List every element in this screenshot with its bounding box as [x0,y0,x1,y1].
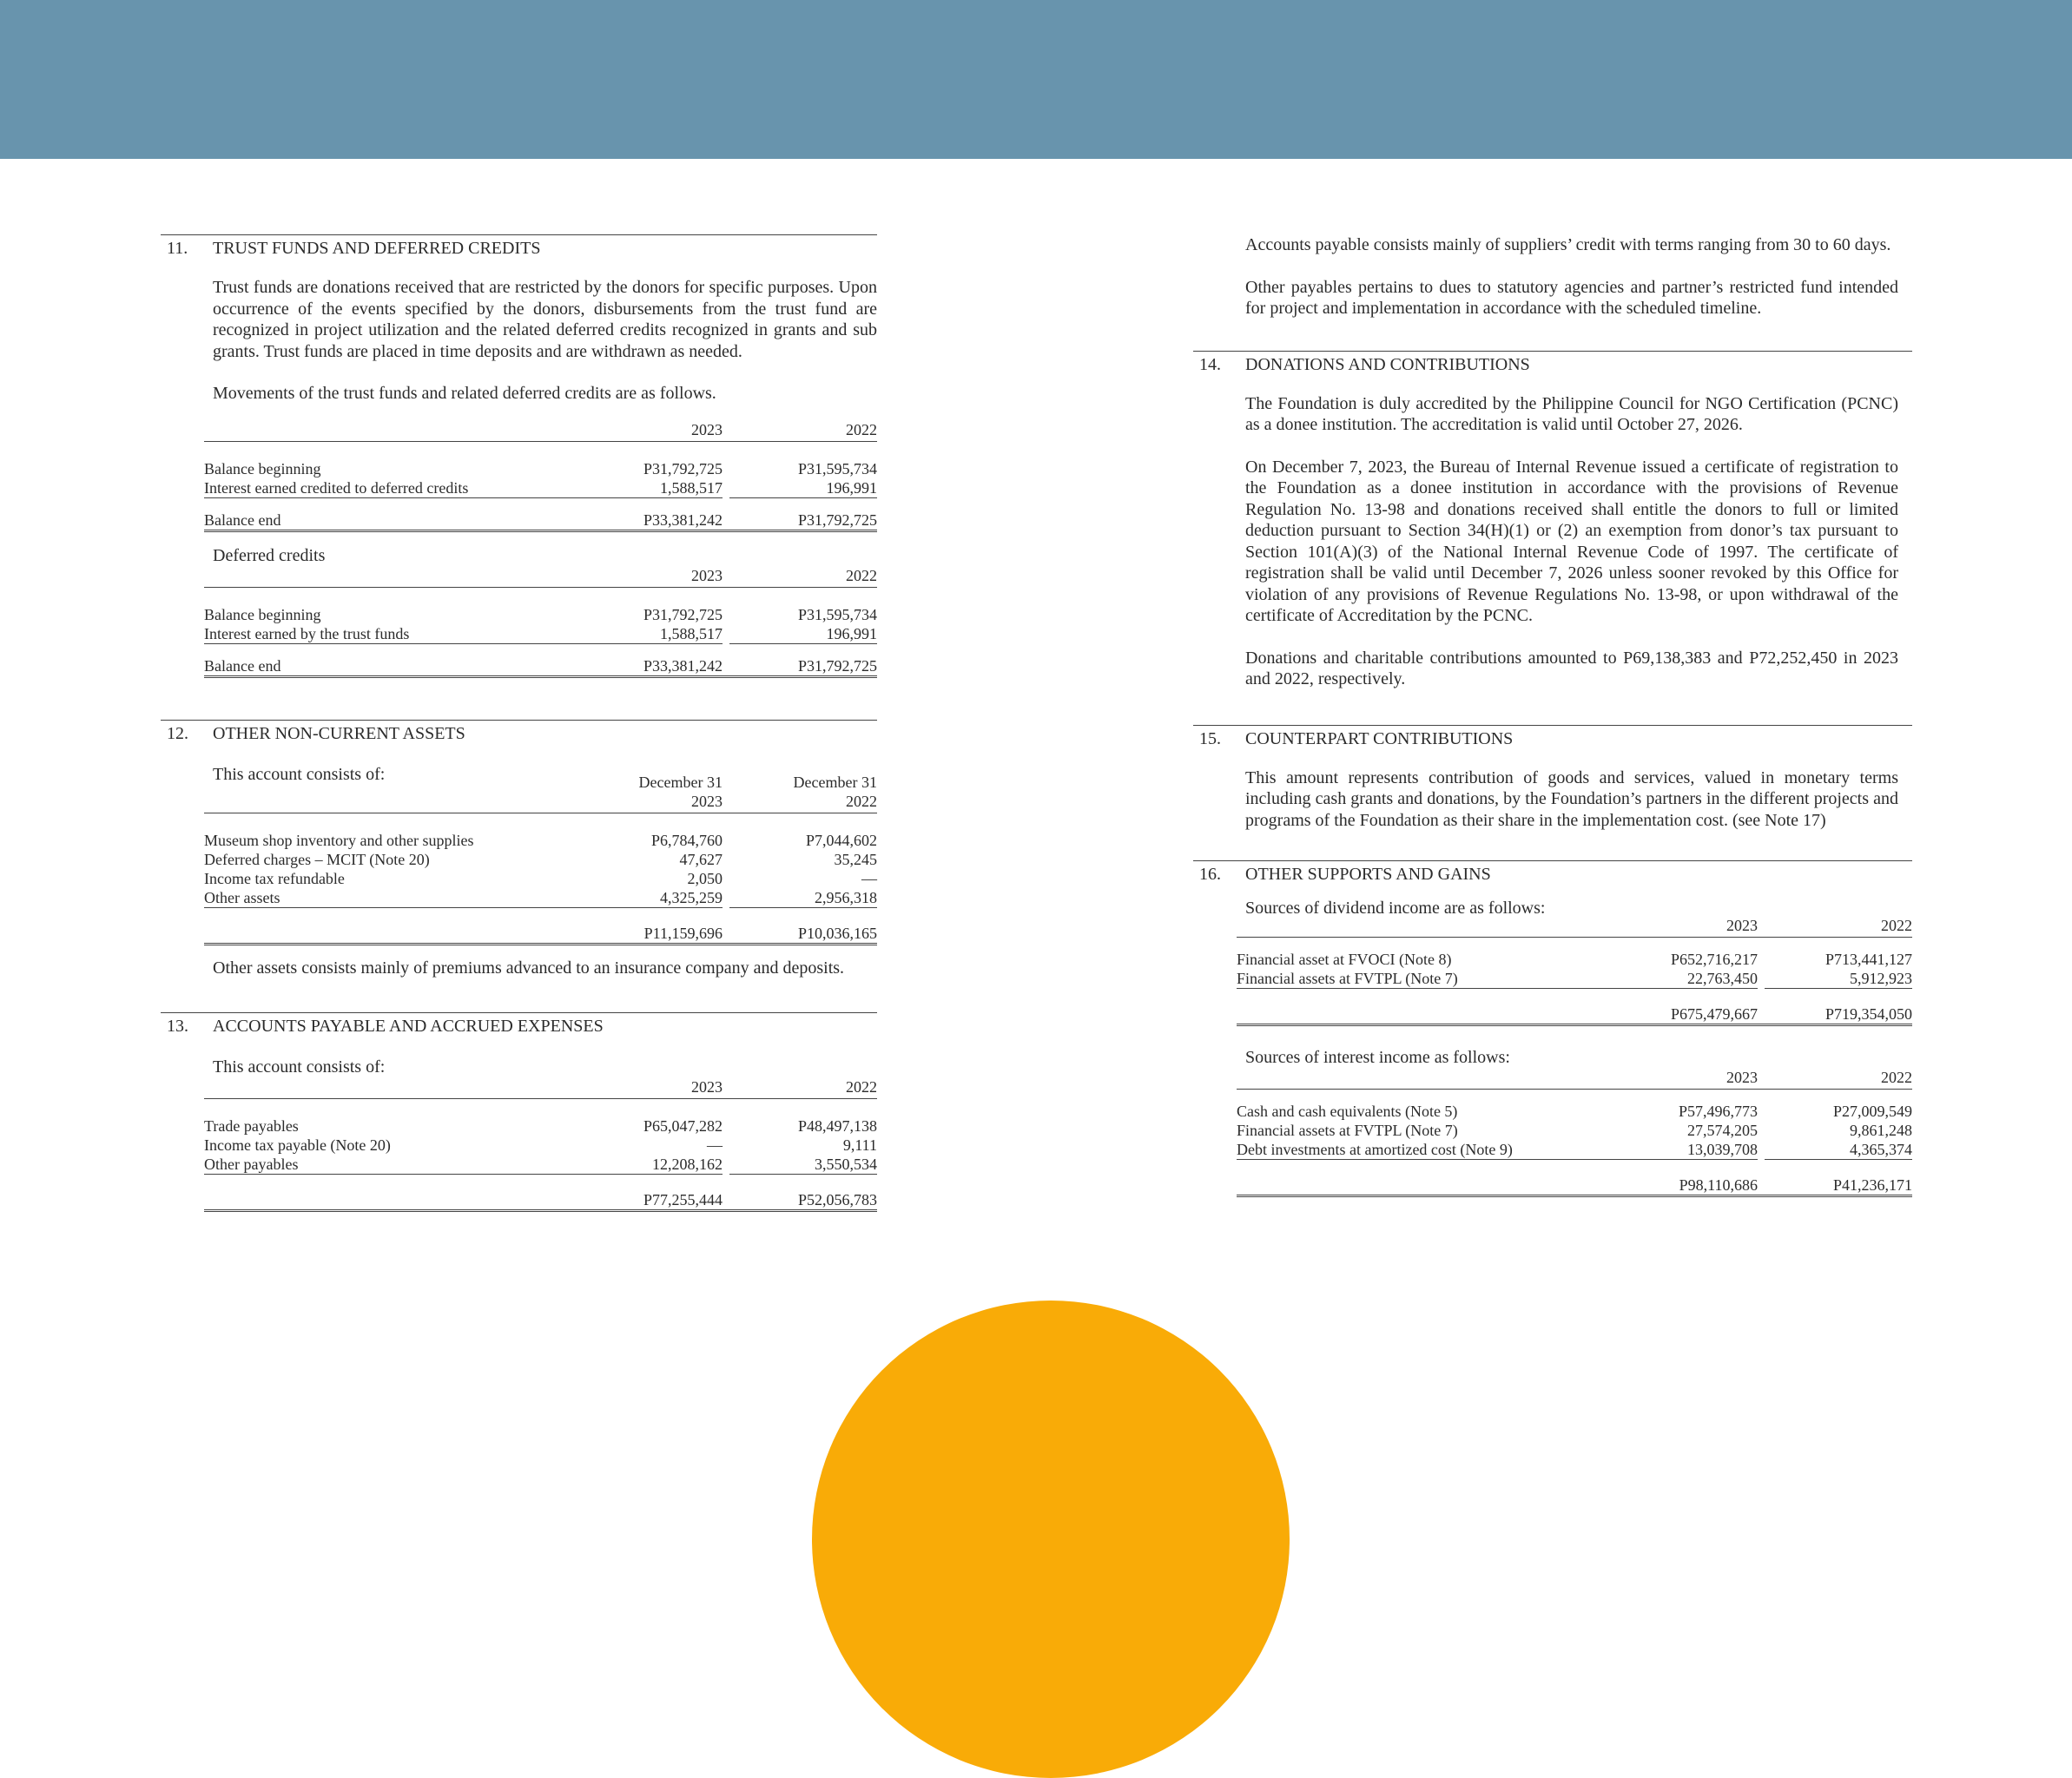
table-row: Balance beginning P31,792,725 P31,595,734 [204,459,877,477]
dividend-income-table [1237,916,1912,1026]
table-row: Income tax refundable 2,050 — [204,870,877,887]
column-header: 2022 [1765,1068,1912,1090]
table-row: Museum shop inventory and other supplies P6,784,760 P7,044,602 [204,832,877,849]
column-header: 2023 [575,566,723,588]
table-row: Financial assets at FVTPL (Note 7) 27,574,205 9,861,248 [1237,1122,1912,1139]
section-heading [1193,725,1912,750]
paragraph: Sources of interest income as follows: [1245,1047,1510,1067]
column-header: 2022 [1765,916,1912,938]
column-header: 2023 [1610,916,1758,938]
table-total-row: P11,159,696 P10,036,165 [204,908,877,945]
table-row: Interest earned credited to deferred credits 1,588,517 196,991 [204,478,877,497]
table-row: Debt investments at amortized cost (Note 9) 13,039,708 4,365,374 [1237,1141,1912,1158]
column-header: 2023 [1610,1068,1758,1090]
table-row: Interest earned by the trust funds 1,588,517 196,991 [204,624,877,642]
section-title: ACCOUNTS PAYABLE AND ACCRUED EXPENSES [213,1016,604,1036]
paragraph: The Foundation is duly accredited by the Philippine Council for NGO Certification (PCNC) as a donee institution. The accreditation is valid until October 27, 2026. [1245,393,1898,434]
table-row: Income tax payable (Note 20) — 9,111 [204,1136,877,1154]
paragraph: This amount represents contribution of goods and services, valued in monetary terms including cash grants and donations, by the Foundation’s partners in the different projects and programs of the Foundation as their share in the implementation cost. (see Note 17) [1245,767,1898,830]
table-total-row: P77,255,444 P52,056,783 [204,1175,877,1211]
column-header: 2023 [575,420,723,442]
paragraph: Donations and charitable contributions amounted to P69,138,383 and P72,252,450 in 2023 and 2022, respectively. [1245,648,1898,688]
section-heading [161,720,877,745]
column-header: 2023 [575,1077,723,1099]
table-row: Financial assets at FVTPL (Note 7) 22,763,450 5,912,923 [1237,969,1912,987]
section-number: 13. [167,1016,188,1036]
table-row: Trade payables P65,047,282 P48,497,138 [204,1117,877,1135]
section-title: OTHER NON-CURRENT ASSETS [213,723,465,743]
section-heading [161,1012,877,1037]
column-header: 2022 [729,792,877,813]
table-row: Cash and cash equivalents (Note 5) P57,496,773 P27,009,549 [1237,1103,1912,1120]
other-assets-table [204,773,877,945]
section-title: OTHER SUPPORTS AND GAINS [1245,865,1491,884]
section-heading [1193,351,1912,376]
section-number: 16. [1199,865,1221,884]
deferred-credits-table [204,566,877,678]
section-heading [161,234,877,260]
column-header: December 31 [793,774,877,791]
section-heading [1193,860,1912,886]
trust-funds-table [204,420,877,532]
decorative-sun-circle [812,1301,1290,1778]
table-row: Deferred charges – MCIT (Note 20) 47,627 35,245 [204,851,877,868]
paragraph: On December 7, 2023, the Bureau of Internal Revenue issued a certificate of registration to the Foundation as a donee institution in accordance with the provisions of Revenue Regulation No. 13-98 and donations received shall entitle the donors to full or limited deduction pursuant to Section 34(H)(1) or (2) an exemption from donor’s tax pursuant to Section 101(A)(3) of the National Internal Revenue Code of 1997. The certificate of registration shall be valid until December 7, 2026 unless sooner revoked by this Office for violation of any provisions of Revenue Regulations No. 13-98, or upon withdrawal of the certificate of Accreditation by the PCNC. [1245,457,1898,625]
column-header: 2022 [729,420,877,442]
interest-income-table [1237,1068,1912,1197]
paragraph: This account consists of: [213,764,386,784]
paragraph: Sources of dividend income are as follows: [1245,899,1546,918]
paragraph: Other assets consists mainly of premiums advanced to an insurance company and deposits. [213,958,845,978]
header-banner [0,0,2072,159]
column-header: 2023 [575,792,723,813]
table-row: Balance beginning P31,792,725 P31,595,734 [204,605,877,623]
section-title: COUNTERPART CONTRIBUTIONS [1245,728,1514,748]
table-total-row: Balance end P33,381,242 P31,792,725 [204,497,877,530]
table-row: Other assets 4,325,259 2,956,318 [204,889,877,906]
paragraph: Other payables pertains to dues to statutory agencies and partner’s restricted fund intended for project and implementation in accordance with the scheduled timeline. [1245,277,1898,318]
section-accounts-payable [161,1012,877,1213]
paragraph: This account consists of: [213,1057,386,1077]
section-other-noncurrent-assets [161,720,877,979]
section-accounts-payable-continued [1193,234,1898,319]
column-header: December 31 [638,774,723,791]
section-counterpart [1193,725,1912,832]
table-caption: Deferred credits [213,545,326,565]
section-other-supports [1193,860,1912,1197]
accounts-payable-table [204,1077,877,1212]
table-row: Financial asset at FVOCI (Note 8) P652,716,217 P713,441,127 [1237,950,1912,968]
paragraph: Accounts payable consists mainly of suppliers’ credit with terms ranging from 30 to 60 days. [1245,235,1891,254]
paragraph: Movements of the trust funds and related deferred credits are as follows. [213,384,716,403]
column-header: 2022 [729,566,877,588]
left-column [161,234,877,1212]
paragraph: Trust funds are donations received that are restricted by the donors for specific purposes. Upon occurrence of the events specified by the donors, disbursements from the trust fund are recognized in project utilization and the related deferred credits recognized in grants and sub grants. Trust funds are placed in time deposits and are withdrawn as needed. [213,278,877,361]
section-title: DONATIONS AND CONTRIBUTIONS [1245,354,1530,374]
section-title: TRUST FUNDS AND DEFERRED CREDITS [213,239,541,258]
right-column [1193,234,1912,1197]
table-total-row: P98,110,686 P41,236,171 [1237,1160,1912,1196]
section-number: 11. [167,239,188,258]
section-number: 12. [167,723,188,743]
table-total-row: Balance end P33,381,242 P31,792,725 [204,643,877,676]
table-row: Other payables 12,208,162 3,550,534 [204,1156,877,1173]
section-donations [1193,351,1912,690]
section-number: 15. [1199,728,1221,748]
table-total-row: P675,479,667 P719,354,050 [1237,988,1912,1024]
section-number: 14. [1199,354,1221,374]
section-trust-funds [161,234,877,678]
column-header: 2022 [729,1077,877,1099]
